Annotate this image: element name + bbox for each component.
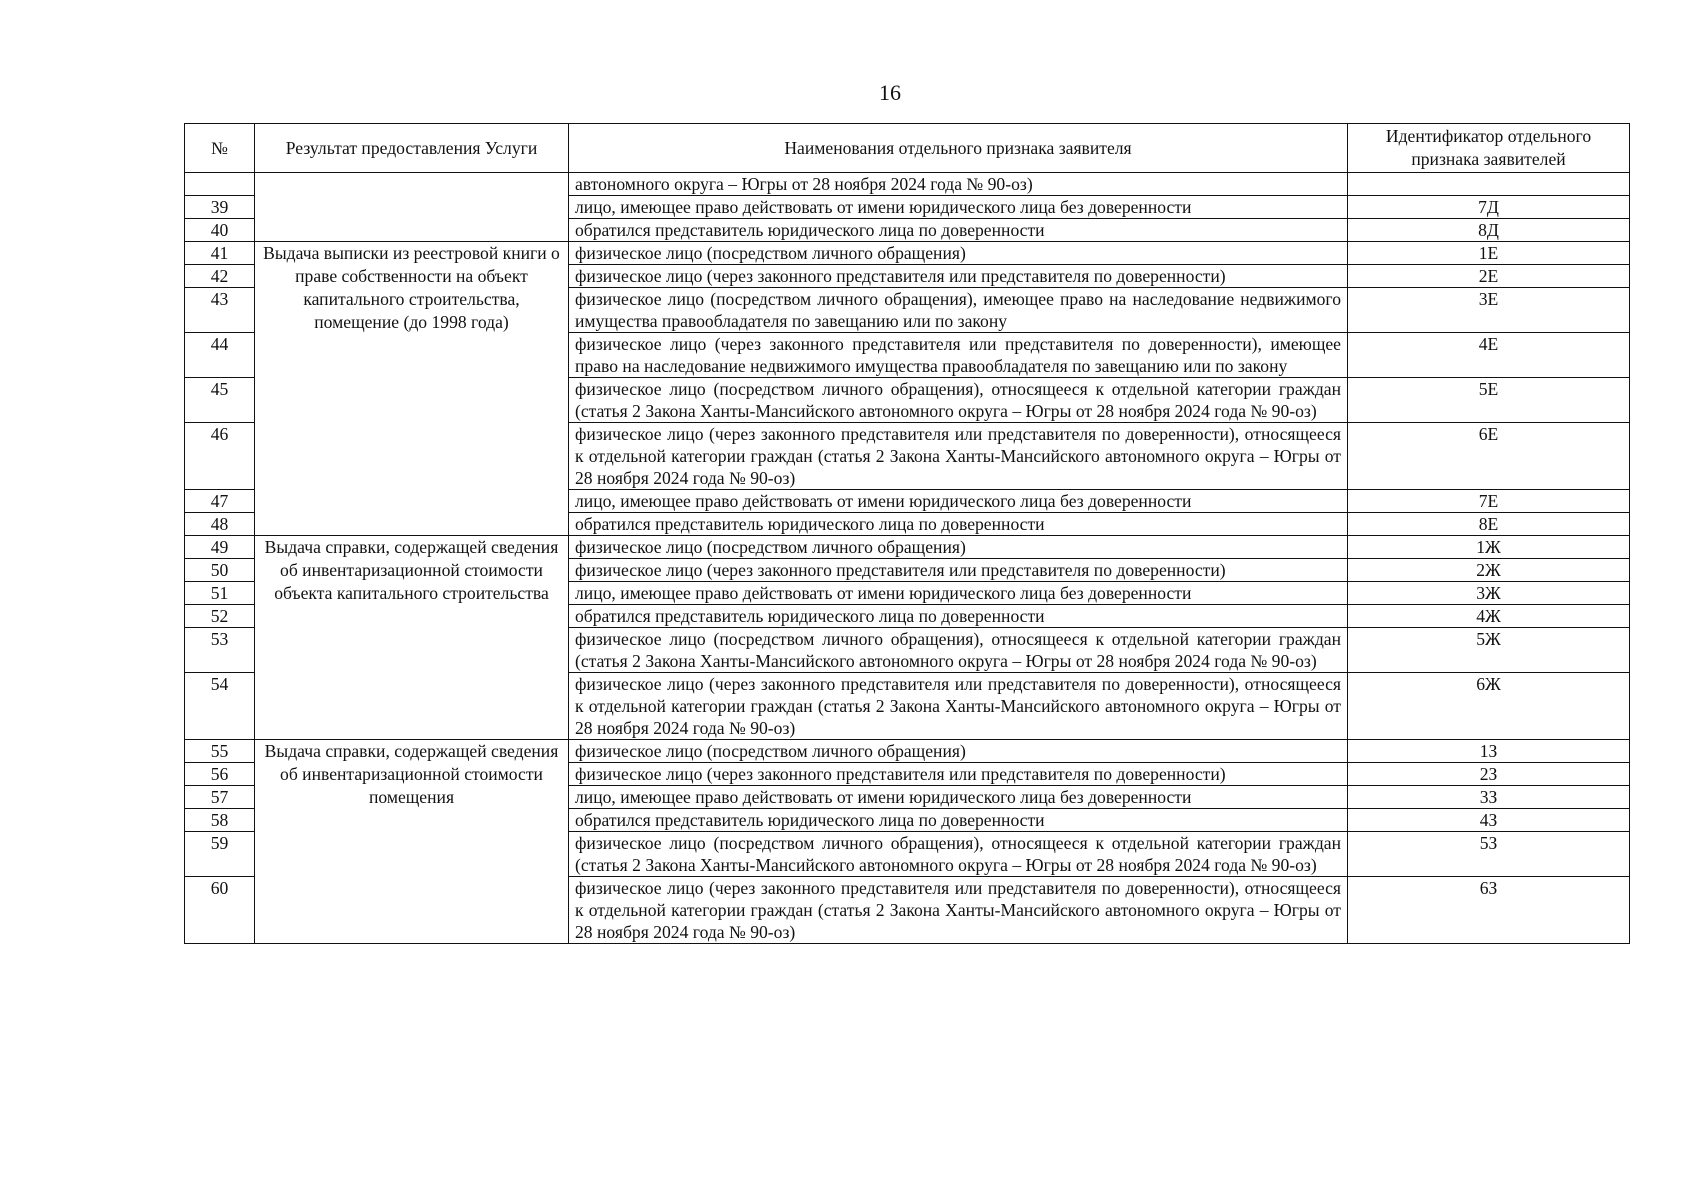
header-name: Наименования отдельного признака заявителя xyxy=(569,124,1348,173)
result-cell: Выдача справки, содержащей сведения об инвентаризационной стоимости помещения xyxy=(255,740,569,944)
criterion-name: физическое лицо (через законного представителя или представителя по доверенности) xyxy=(569,265,1348,288)
row-num: 48 xyxy=(185,513,255,536)
criterion-id: 3Е xyxy=(1348,288,1630,333)
criterion-name: физическое лицо (посредством личного обращения) xyxy=(569,242,1348,265)
criterion-name: лицо, имеющее право действовать от имени юридического лица без доверенности xyxy=(569,582,1348,605)
criterion-id: 7Д xyxy=(1348,196,1630,219)
header-result: Результат предоставления Услуги xyxy=(255,124,569,173)
criterion-name: физическое лицо (посредством личного обращения) xyxy=(569,740,1348,763)
criterion-name: автономного округа – Югры от 28 ноября 2024 года № 90-оз) xyxy=(569,173,1348,196)
criterion-id: 2З xyxy=(1348,763,1630,786)
criterion-name: физическое лицо (посредством личного обращения), относящееся к отдельной категории граждан (статья 2 Закона Ханты-Мансийского автономного округа – Югры от 28 ноября 2024 года № 90-оз) xyxy=(569,832,1348,877)
result-cell: Выдача справки, содержащей сведения об инвентаризационной стоимости объекта капитального строительства xyxy=(255,536,569,740)
row-num: 44 xyxy=(185,333,255,378)
row-num: 40 xyxy=(185,219,255,242)
criterion-name: физическое лицо (через законного представителя или представителя по доверенности) xyxy=(569,763,1348,786)
row-num: 60 xyxy=(185,877,255,944)
criterion-id: 8Д xyxy=(1348,219,1630,242)
criterion-name: физическое лицо (посредством личного обращения), относящееся к отдельной категории граждан (статья 2 Закона Ханты-Мансийского автономного округа – Югры от 28 ноября 2024 года № 90-оз) xyxy=(569,378,1348,423)
result-cell xyxy=(255,173,569,242)
row-num: 58 xyxy=(185,809,255,832)
criterion-id: 1Е xyxy=(1348,242,1630,265)
row-num: 55 xyxy=(185,740,255,763)
criterion-id: 2Е xyxy=(1348,265,1630,288)
row-num: 45 xyxy=(185,378,255,423)
row-num: 53 xyxy=(185,628,255,673)
row-num: 51 xyxy=(185,582,255,605)
row-num: 41 xyxy=(185,242,255,265)
criterion-id: 6Ж xyxy=(1348,673,1630,740)
criterion-id: 2Ж xyxy=(1348,559,1630,582)
row-num: 57 xyxy=(185,786,255,809)
criterion-id: 6Е xyxy=(1348,423,1630,490)
result-cell: Выдача выписки из реестровой книги о праве собственности на объект капитального строительства, помещение (до 1998 года) xyxy=(255,242,569,536)
criterion-id: 7Е xyxy=(1348,490,1630,513)
criterion-name: обратился представитель юридического лица по доверенности xyxy=(569,513,1348,536)
row-num: 39 xyxy=(185,196,255,219)
applicant-criteria-table xyxy=(184,123,1630,944)
row-num: 49 xyxy=(185,536,255,559)
criterion-id: 5Ж xyxy=(1348,628,1630,673)
criterion-name: физическое лицо (посредством личного обращения) xyxy=(569,536,1348,559)
criterion-name: лицо, имеющее право действовать от имени юридического лица без доверенности xyxy=(569,490,1348,513)
criterion-id: 5З xyxy=(1348,832,1630,877)
criterion-name: физическое лицо (через законного представителя или представителя по доверенности), имеющее право на наследование недвижимого имущества правообладателя по завещанию или по закону xyxy=(569,333,1348,378)
header-id: Идентификатор отдельного признака заявителей xyxy=(1348,124,1630,173)
criterion-name: физическое лицо (посредством личного обращения), относящееся к отдельной категории граждан (статья 2 Закона Ханты-Мансийского автономного округа – Югры от 28 ноября 2024 года № 90-оз) xyxy=(569,628,1348,673)
row-num: 46 xyxy=(185,423,255,490)
row-num: 50 xyxy=(185,559,255,582)
table-header-row xyxy=(185,124,1630,173)
table-row xyxy=(185,242,1630,265)
criterion-id: 5Е xyxy=(1348,378,1630,423)
criterion-id: 8Е xyxy=(1348,513,1630,536)
row-num: 54 xyxy=(185,673,255,740)
criterion-id: 3Ж xyxy=(1348,582,1630,605)
page-number: 16 xyxy=(879,80,901,105)
row-num: 52 xyxy=(185,605,255,628)
row-num: 59 xyxy=(185,832,255,877)
criterion-id: 4Е xyxy=(1348,333,1630,378)
criterion-name: лицо, имеющее право действовать от имени юридического лица без доверенности xyxy=(569,786,1348,809)
table-row xyxy=(185,536,1630,559)
criterion-name: физическое лицо (через законного представителя или представителя по доверенности), относящееся к отдельной категории граждан (статья 2 Закона Ханты-Мансийского автономного округа – Югры от 28 ноября 2024 года № 90-оз) xyxy=(569,673,1348,740)
criterion-name: обратился представитель юридического лица по доверенности xyxy=(569,219,1348,242)
criterion-name: физическое лицо (посредством личного обращения), имеющее право на наследование недвижимого имущества правообладателя по завещанию или по закону xyxy=(569,288,1348,333)
criterion-id: 3З xyxy=(1348,786,1630,809)
table-row xyxy=(185,740,1630,763)
row-num: 47 xyxy=(185,490,255,513)
criterion-name: обратился представитель юридического лица по доверенности xyxy=(569,809,1348,832)
row-num xyxy=(185,173,255,196)
row-num: 43 xyxy=(185,288,255,333)
criterion-name: физическое лицо (через законного представителя или представителя по доверенности) xyxy=(569,559,1348,582)
row-num: 42 xyxy=(185,265,255,288)
criterion-id: 6З xyxy=(1348,877,1630,944)
criterion-id: 4З xyxy=(1348,809,1630,832)
table-row xyxy=(185,173,1630,196)
criterion-id: 1З xyxy=(1348,740,1630,763)
row-num: 56 xyxy=(185,763,255,786)
criterion-id xyxy=(1348,173,1630,196)
criterion-name: физическое лицо (через законного представителя или представителя по доверенности), относящееся к отдельной категории граждан (статья 2 Закона Ханты-Мансийского автономного округа – Югры от 28 ноября 2024 года № 90-оз) xyxy=(569,423,1348,490)
header-num: № xyxy=(185,124,255,173)
criterion-id: 4Ж xyxy=(1348,605,1630,628)
criterion-name: обратился представитель юридического лица по доверенности xyxy=(569,605,1348,628)
criterion-name: физическое лицо (через законного представителя или представителя по доверенности), относящееся к отдельной категории граждан (статья 2 Закона Ханты-Мансийского автономного округа – Югры от 28 ноября 2024 года № 90-оз) xyxy=(569,877,1348,944)
criterion-name: лицо, имеющее право действовать от имени юридического лица без доверенности xyxy=(569,196,1348,219)
criterion-id: 1Ж xyxy=(1348,536,1630,559)
